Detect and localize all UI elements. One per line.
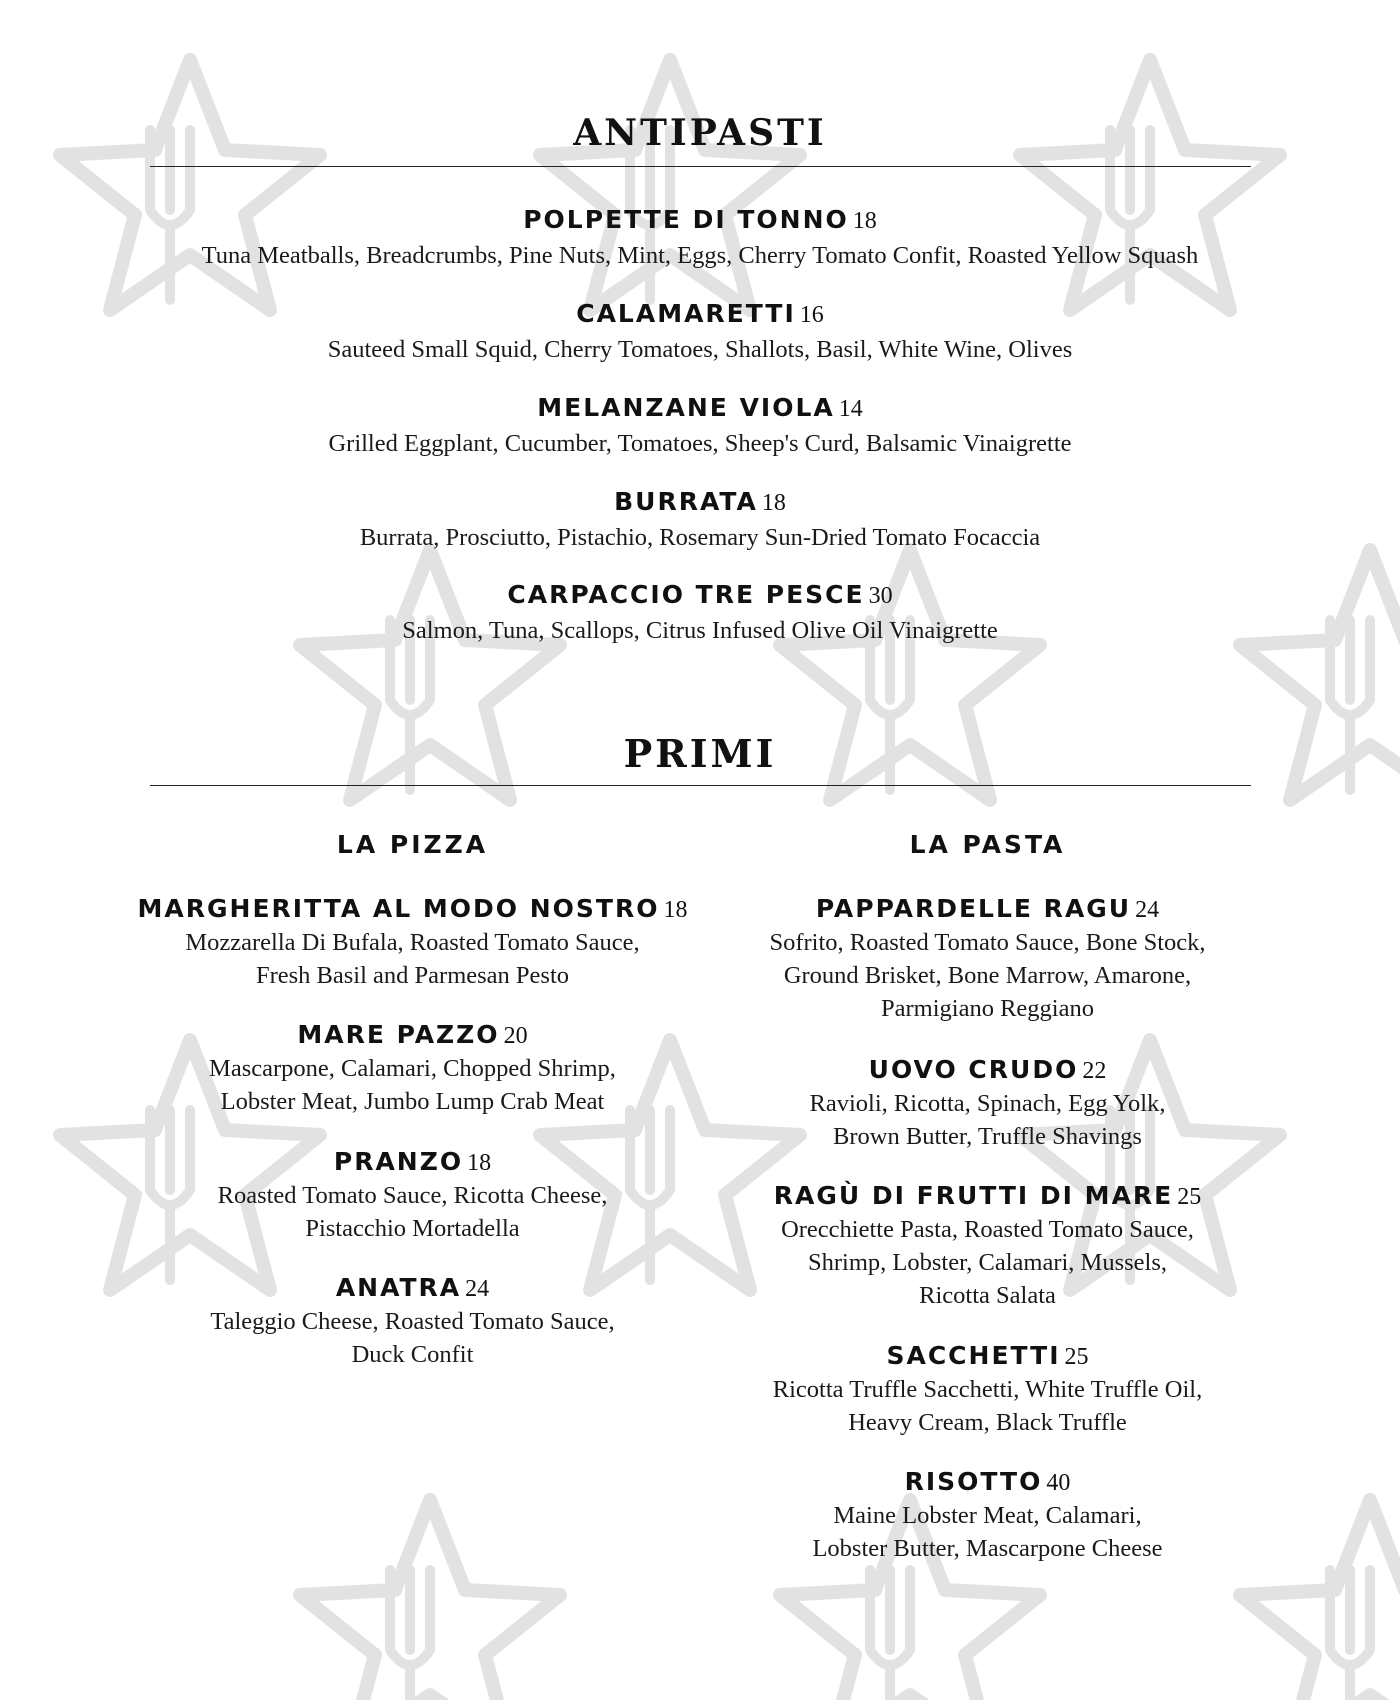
dish-name: PAPPARDELLE RAGU: [815, 894, 1132, 923]
menu-item: [705, 1467, 1270, 1565]
menu-item: [705, 1341, 1270, 1439]
menu-item: [0, 205, 1400, 272]
dish-name: POLPETTE DI TONNO: [523, 205, 849, 234]
dish-name: CALAMARETTI: [576, 299, 796, 328]
menu-item: [0, 580, 1400, 647]
dish-name: MELANZANE VIOLA: [537, 393, 835, 422]
dish-description: Taleggio Cheese, Roasted Tomato Sauce, Duck Confit: [210, 1308, 615, 1368]
dish-description: Ravioli, Ricotta, Spinach, Egg Yolk, Brown Butter, Truffle Shavings: [809, 1090, 1166, 1150]
dish-description: Sofrito, Roasted Tomato Sauce, Bone Stock, Ground Brisket, Bone Marrow, Amarone, Parmigiano Reggiano: [769, 929, 1206, 1022]
dish-price: 24: [465, 1276, 490, 1302]
dish-description: Sauteed Small Squid, Cherry Tomatoes, Shallots, Basil, White Wine, Olives: [327, 336, 1073, 363]
section-title-antipasti: ANTIPASTI: [573, 112, 827, 154]
menu-item: [110, 1020, 715, 1118]
menu-item: [0, 393, 1400, 460]
section-divider: [150, 785, 1251, 786]
dish-name: RAGÙ DI FRUTTI DI MARE: [773, 1181, 1174, 1210]
dish-name: UOVO CRUDO: [868, 1055, 1079, 1084]
dish-price: 16: [799, 302, 824, 328]
dish-description: Orecchiette Pasta, Roasted Tomato Sauce, Shrimp, Lobster, Calamari, Mussels, Ricotta Salata: [781, 1216, 1194, 1309]
dish-price: 25: [1064, 1344, 1089, 1370]
dish-price: 18: [663, 897, 688, 923]
dish-name: MARE PAZZO: [297, 1020, 500, 1049]
dish-price: 18: [467, 1150, 492, 1176]
dish-price: 18: [852, 208, 877, 234]
dish-name: SACCHETTI: [886, 1341, 1061, 1370]
section-divider: [150, 166, 1251, 167]
dish-description: Tuna Meatballs, Breadcrumbs, Pine Nuts, Mint, Eggs, Cherry Tomato Confit, Roasted Yellow Squash: [201, 242, 1199, 269]
dish-name: BURRATA: [614, 487, 758, 516]
dish-description: Salmon, Tuna, Scallops, Citrus Infused Olive Oil Vinaigrette: [402, 617, 998, 644]
dish-price: 20: [503, 1023, 528, 1049]
menu-item: [0, 487, 1400, 554]
menu-item: [110, 1147, 715, 1245]
dish-price: 24: [1135, 897, 1160, 923]
dish-price: 14: [838, 396, 863, 422]
dish-price: 30: [868, 583, 893, 609]
dish-price: 22: [1082, 1058, 1107, 1084]
column-heading-pizza: LA PIZZA: [336, 830, 489, 859]
menu-item: [705, 1055, 1270, 1153]
dish-name: CARPACCIO TRE PESCE: [507, 580, 865, 609]
menu-item: [705, 894, 1270, 1025]
dish-description: Burrata, Prosciutto, Pistachio, Rosemary Sun-Dried Tomato Focaccia: [359, 524, 1041, 551]
dish-description: Maine Lobster Meat, Calamari, Lobster Butter, Mascarpone Cheese: [812, 1502, 1163, 1562]
menu-item: [0, 299, 1400, 366]
column-heading-pasta: LA PASTA: [909, 830, 1066, 859]
dish-name: PRANZO: [333, 1147, 464, 1176]
menu-item: [705, 1181, 1270, 1312]
menu-item: [110, 894, 715, 992]
dish-name: MARGHERITTA AL MODO NOSTRO: [137, 894, 660, 923]
dish-description: Ricotta Truffle Sacchetti, White Truffle Oil, Heavy Cream, Black Truffle: [772, 1376, 1203, 1436]
dish-description: Mozzarella Di Bufala, Roasted Tomato Sauce, Fresh Basil and Parmesan Pesto: [185, 929, 640, 989]
dish-name: RISOTTO: [904, 1467, 1043, 1496]
dish-description: Grilled Eggplant, Cucumber, Tomatoes, Sheep's Curd, Balsamic Vinaigrette: [328, 430, 1072, 457]
dish-price: 18: [761, 490, 786, 516]
dish-name: ANATRA: [335, 1273, 462, 1302]
menu-item: [110, 1273, 715, 1371]
dish-description: Mascarpone, Calamari, Chopped Shrimp, Lobster Meat, Jumbo Lump Crab Meat: [209, 1055, 616, 1115]
dish-price: 25: [1177, 1184, 1202, 1210]
dish-description: Roasted Tomato Sauce, Ricotta Cheese, Pistacchio Mortadella: [217, 1182, 608, 1242]
section-title-primi: PRIMI: [623, 731, 777, 776]
dish-price: 40: [1046, 1470, 1071, 1496]
